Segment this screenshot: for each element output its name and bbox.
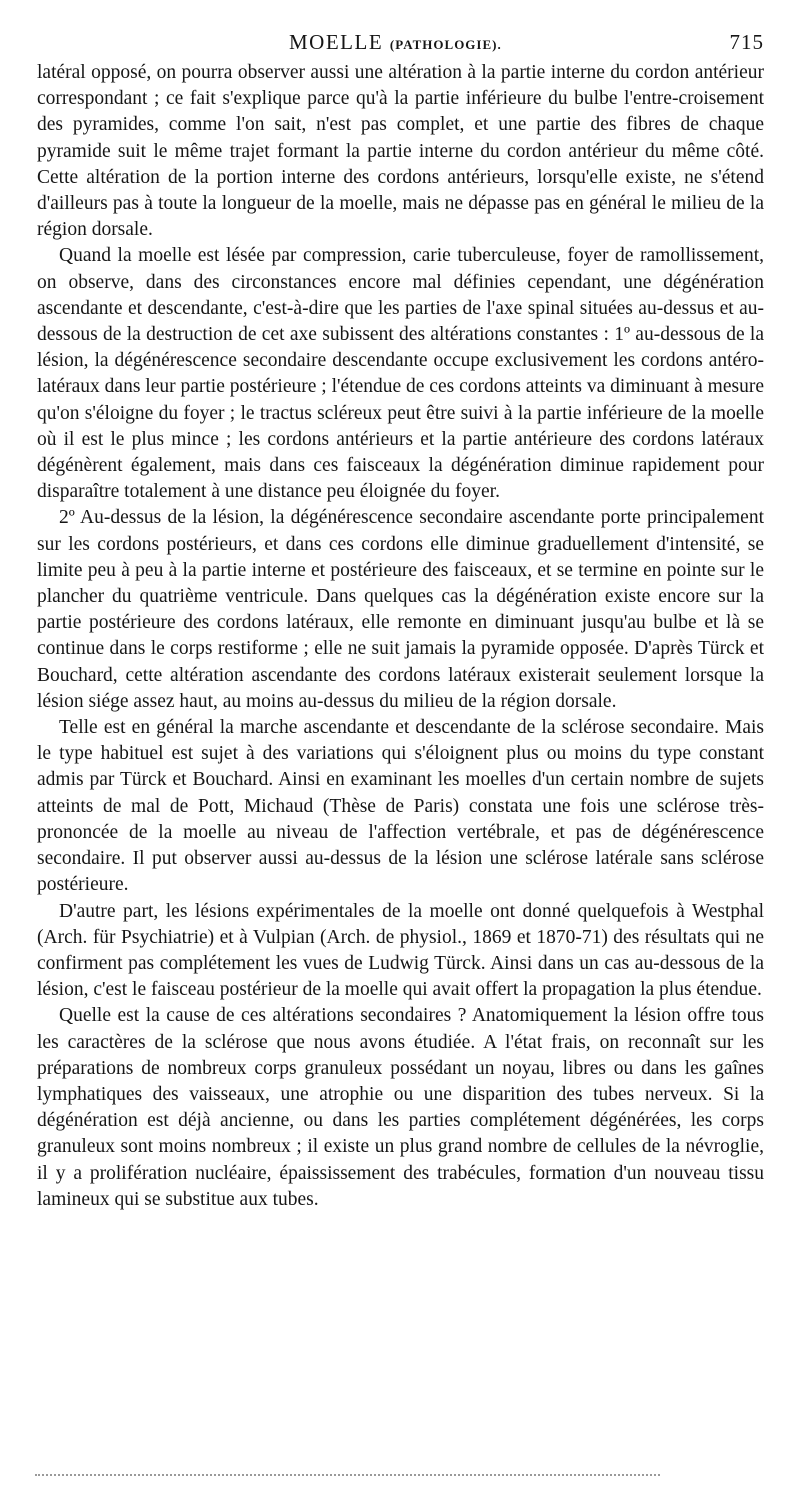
- paragraph-4: Telle est en général la marche ascendante et descendante de la sclérose secondaire. Mais le type habituel est sujet à des variations qui s'éloignent plus ou moins du type constant admis par Türck et Bouchard. Ainsi en examinant les moelles d'un certain nombre de sujets atteints de mal de Pott, Michaud (Thèse de Paris) constata une fois une sclérose très-prononcée de la moelle au niveau de l'affection vertébrale, et pas de dégénérescence secondaire. Il put observer aussi au-dessus de la lésion une sclérose latérale sans sclérose postérieure.: [37, 717, 764, 896]
- paragraph-3: 2º Au-dessus de la lésion, la dégénérescence secondaire ascendante porte principalement sur les cordons postérieurs, et dans ces cordons elle diminue graduellement d'intensité, se limite peu à peu à la partie interne et postérieure des faisceaux, et se termine en pointe sur le plancher du quatrième ventricule. Dans quelques cas la dégénération existe encore sur la partie postérieure des cordons latéraux, elle remonte en diminuant jusqu'au bulbe et là se continue dans le corps restiforme ; elle ne suit jamais la pyramide opposée. D'après Türck et Bouchard, cette altération ascendante des cordons latéraux existerait seulement lorsque la lésion siége assez haut, au moins au-dessus du milieu de la région dorsale.: [37, 507, 764, 712]
- running-header: [37, 30, 764, 60]
- footer-rule: [35, 1474, 660, 1476]
- running-title: [289, 30, 502, 55]
- header-title: MOELLE: [289, 30, 384, 54]
- page-number: 715: [729, 30, 764, 54]
- body-text: [37, 60, 764, 1213]
- paragraph-2: Quand la moelle est lésée par compression, carie tuberculeuse, foyer de ramollissement, on observe, dans des circonstances encore mal définies cependant, une dégénération ascendante et descendante, c'est-à-dire que les parties de l'axe spinal situées au-dessus et au-dessous de la destruction de cet axe subissent des altérations constantes : 1º au-dessous de la lésion, la dégénérescence secondaire descendante occupe exclusivement les cordons antéro-latéraux dans leur partie postérieure ; l'étendue de ces cordons atteints va diminuant à mesure qu'on s'éloigne du foyer ; le tractus scléreux peut être suivi à la partie inférieure de la moelle où il est le plus mince ; les cordons antérieurs et la partie antérieure des cordons latéraux dégénèrent également, mais dans ces faisceaux la dégénération diminue rapidement pour disparaître totalement à une distance peu éloignée du foyer.: [37, 245, 764, 503]
- page: [37, 30, 764, 1213]
- paragraph-5: D'autre part, les lésions expérimentales de la moelle ont donné quelquefois à Westphal (Arch. für Psychiatrie) et à Vulpian (Arch. de physiol., 1869 et 1870-71) des résultats qui ne confirment pas complétement les vues de Ludwig Türck. Ainsi dans un cas au-dessous de la lésion, c'est le faisceau postérieur de la moelle qui avait offert la propagation la plus étendue.: [37, 900, 764, 1001]
- paragraph-6: Quelle est la cause de ces altérations secondaires ? Anatomiquement la lésion offre tous les caractères de la sclérose que nous avons étudiée. A l'état frais, on reconnaît sur les préparations de nombreux corps granuleux possédant un noyau, libres ou dans les gaînes lymphatiques des vaisseaux, une atrophie ou une disparition des tubes nerveux. Si la dégénération est déjà ancienne, ou dans les parties complétement dégénérées, les corps granuleux sont moins nombreux ; il existe un plus grand nombre de cellules de la névroglie, il y a prolifération nucléaire, épaississement des trabécules, formation d'un nouveau tissu lamineux qui se substitue aux tubes.: [37, 1005, 764, 1210]
- paragraph-1: latéral opposé, on pourra observer aussi une altération à la partie interne du cordon antérieur correspondant ; ce fait s'explique parce qu'à la partie inférieure du bulbe l'entre-croisement des pyramides, comme l'on sait, n'est pas complet, et une partie des fibres de chaque pyramide suit le même trajet formant la partie interne du cordon antérieur du même côté. Cette altération de la portion interne des cordons antérieurs, lorsqu'elle existe, ne s'étend d'ailleurs pas à toute la longueur de la moelle, mais ne dépasse pas en général le milieu de la région dorsale.: [37, 62, 764, 241]
- header-subtitle: (PATHOLOGIE).: [389, 37, 502, 52]
